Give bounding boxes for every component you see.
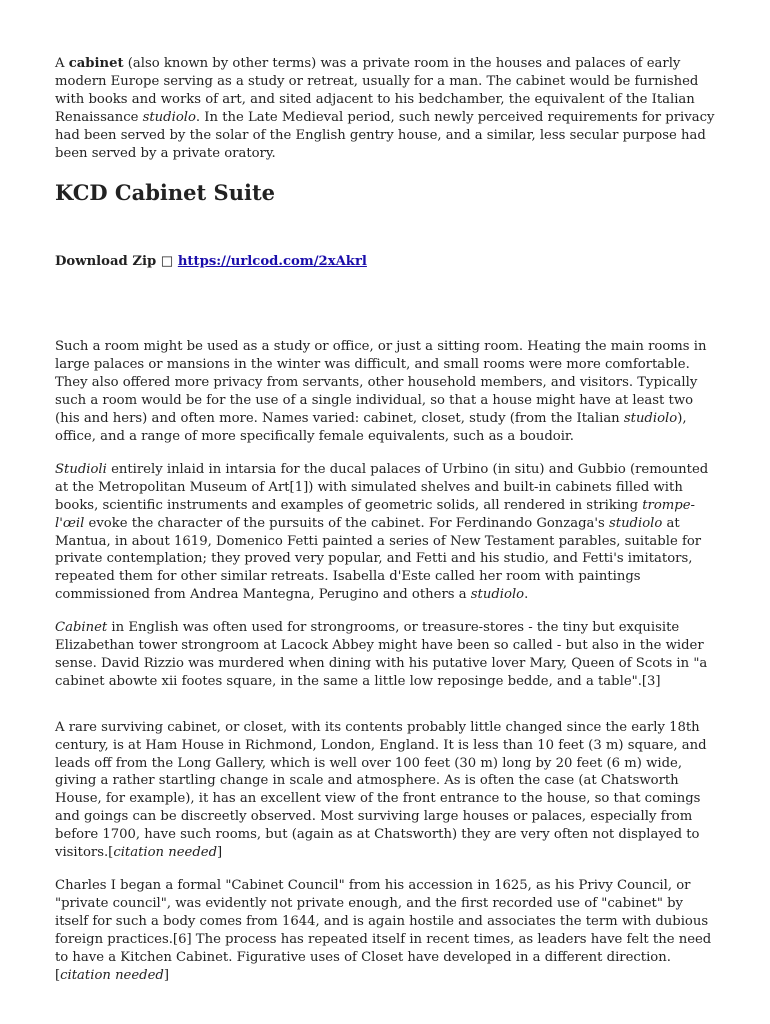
intro-text-2: . In the Late Medieval period, such newly perceived requirements for privacy had been served by the solar of the English gentry house, and a similar, less secular purpose had been served by a private oratory. — [55, 109, 715, 161]
paragraph-3 — [55, 461, 715, 604]
page-title: KCD Cabinet Suite — [55, 180, 276, 206]
para3-text-4: . — [524, 587, 529, 603]
para3-text-3: at Mantua, in about 1619, Domenico Fetti painted a series of New Testament parables, suitable for private contemplation; they proved very popular, and Fetti and his studio, and Fetti's imitators, repeated them for other similar retreats. Isabella d'Este called her room with paintings commissioned from Andrea Mantegna, Perugino and others a — [55, 515, 702, 603]
para5-text-2: ] — [217, 845, 223, 861]
para5-italic-1: citation needed — [113, 845, 218, 861]
intro-text-1: (also known by other terms) was a private room in the houses and palaces of early modern Europe serving as a study or retreat, usually for a man. The cabinet would be furnished with books and works of art, and sited adjacent to his bedchamber, the equivalent of the Italian Renaissance — [55, 56, 699, 125]
para2-italic-1: studiolo — [623, 411, 678, 427]
para3-text-1: entirely inlaid in intarsia for the ducal palaces of Urbino (in situ) and Gubbio (remounted at the Metropolitan Museum of Art[1]) with simulated shelves and built-in cabinets filled with books, scientific instruments and examples of geometric solids, all rendered in striking — [55, 461, 709, 513]
para4-text-1: in English was often used for strongrooms, or treasure-stores - the tiny but exquisite Elizabethan tower strongroom at Lacock Abbey might have been so called - but also in the wider sense. David Rizzio was murdered when dining with his putative lover Mary, Queen of Scots in "a cabinet abowte xii footes square, in the same a little low reposinge bedde, and a table".[3] — [55, 620, 708, 689]
paragraph-4 — [55, 619, 715, 691]
download-label: Download Zip □ — [55, 254, 178, 270]
para4-italic-1: Cabinet — [55, 620, 108, 636]
para3-italic-2: trompe-l'œil — [55, 497, 695, 531]
download-line — [55, 253, 715, 271]
para3-italic-4: studiolo — [470, 587, 525, 603]
para5-text-1: A rare surviving cabinet, or closet, with its contents probably little changed since the early 18th century, is at Ham House in Richmond, London, England. It is less than 10 feet (3 m) square, and leads off from the Long Gallery, which is well over 100 feet (30 m) long by 20 feet (6 m) wide, giving a rather startling change in scale and atmosphere. As is often the case (at Chatsworth House, for example), it has an excellent view of the front entrance to the house, so that comings and goings can be discreetly observed. Most surviving large houses or palaces, especially from before 1700, have such rooms, but (again as at Chatsworth) they are very often not displayed to visitors.[ — [55, 719, 707, 861]
intro-term: cabinet — [68, 56, 124, 71]
intro-prefix: A — [55, 56, 69, 71]
intro-paragraph — [55, 55, 715, 162]
para6-italic-1: citation needed — [60, 967, 164, 983]
paragraph-2 — [55, 338, 715, 445]
paragraph-5 — [55, 719, 715, 862]
article — [55, 55, 715, 984]
para3-italic-1: Studioli — [55, 461, 107, 477]
download-link[interactable]: https://urlcod.com/2xAkrl — [177, 254, 367, 270]
para2-text-2: ), office, and a range of more specifically female equivalents, such as a boudoir. — [55, 411, 687, 444]
para3-italic-3: studiolo — [609, 515, 663, 531]
paragraph-6 — [55, 877, 715, 984]
para3-text-2: evoke the character of the pursuits of the cabinet. For Ferdinando Gonzaga's — [84, 515, 609, 531]
intro-italic-1: studiolo — [142, 109, 196, 125]
para2-text-1: Such a room might be used as a study or office, or just a sitting room. Heating the main rooms in large palaces or mansions in the winter was difficult, and small rooms were more comfortable. They also offered more privacy from servants, other household members, and visitors. Typically such a room would be for the use of a single individual, so that a house might have at least two (his and hers) and often more. Names varied: cabinet, closet, study (from the Italian — [55, 339, 707, 427]
para6-text-2: ] — [163, 967, 170, 983]
para6-text-1: Charles I began a formal "Cabinet Council" from his accession in 1625, as his Privy Council, or "private council", was evidently not private enough, and the first recorded use of "cabinet" by itself for such a body comes from 1644, and is again hostile and associates the term with dubious foreign practices.[6] The process has repeated itself in recent times, as leaders have felt the need to have a Kitchen Cabinet. Figurative uses of Closet have developed in a different direction.[ — [55, 878, 712, 983]
